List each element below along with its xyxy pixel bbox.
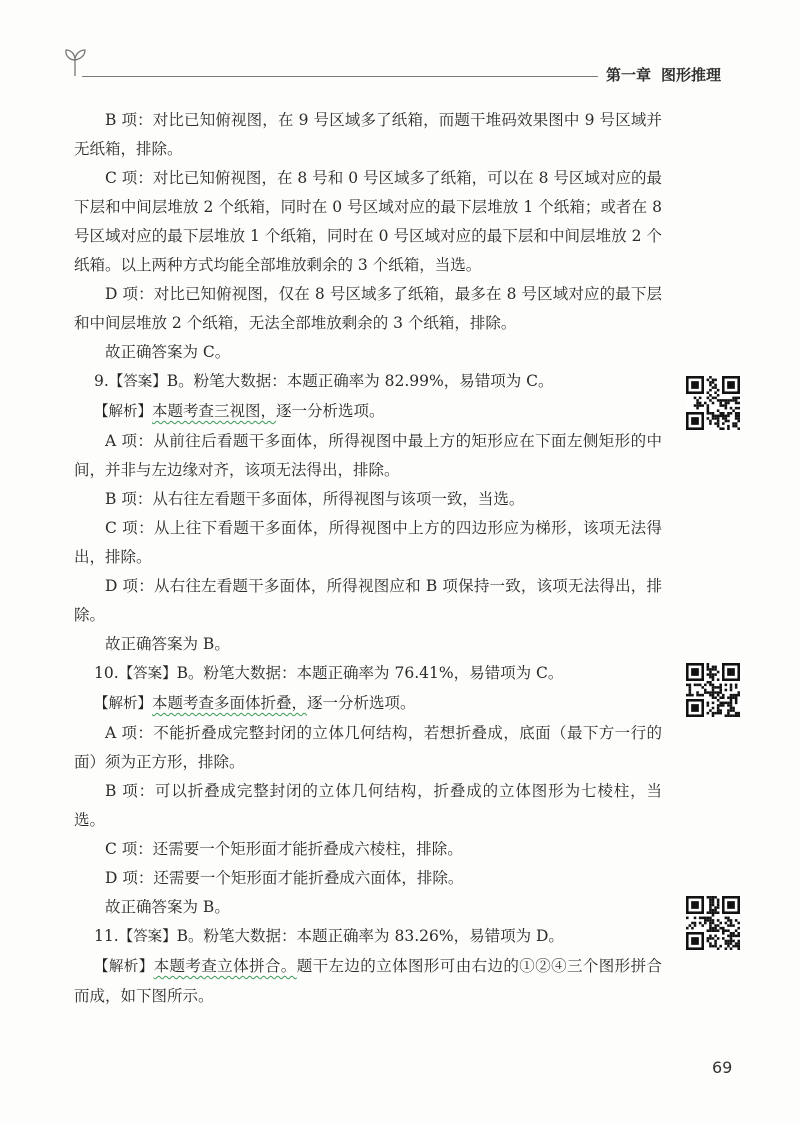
- q10-answer-line: [74, 659, 662, 689]
- q10-analysis-topic: 本题考查多面体折叠，: [152, 694, 308, 712]
- answer-tag: 【答案】: [118, 929, 177, 945]
- q11-analysis-rest: 题干左边的立体图形可由右边的①②④三个图形拼合而成，如下图所示。: [74, 957, 662, 1005]
- q11-analysis-line: [74, 952, 662, 1011]
- answer-tag: 【答案】: [118, 666, 177, 682]
- q9-item: D 项：从右往左看题干多面体，所得视图应和 B 项保持一致，该项无法得出，排除。: [74, 577, 662, 624]
- page-body: [74, 106, 662, 1011]
- q9-analysis-rest: 逐一分析选项。: [276, 402, 385, 420]
- paragraph: C 项：对比已知俯视图，在 8 号和 0 号区域多了纸箱，可以在 8 号区域对应的最下层和中间层堆放 2 个纸箱，同时在 0 号区域对应的最下层堆放 1 个纸箱；或者在 8 号区域对应的最下层堆放 1 个纸箱，同时在 0 号区域对应的最下层和中间层堆放 2 个纸箱。以上两种方式均能全部堆放剩余的 3 个纸箱，当选。: [74, 169, 662, 274]
- analysis-tag: 【解析】: [94, 959, 154, 975]
- chapter-topic: 图形推理: [661, 66, 722, 84]
- q9-number: 9.: [94, 372, 109, 390]
- q9-item: C 项：从上往下看题干多面体，所得视图中上方的四边形应为梯形，该项无法得出，排除。: [74, 519, 662, 566]
- q9-analysis-topic: 本题考查三视图，: [152, 402, 277, 420]
- q11-answer: B。粉笔大数据：本题正确率为 83.26%，易错项为 D。: [176, 927, 564, 945]
- q11-answer-line: [74, 922, 662, 952]
- chapter-heading: [606, 64, 721, 85]
- q10-answer: B。粉笔大数据：本题正确率为 76.41%，易错项为 C。: [176, 664, 564, 682]
- analysis-tag: 【解析】: [94, 696, 152, 712]
- q9-item: A 项：从前往后看题干多面体，所得视图中最上方的矩形应在下面左侧矩形的中间，并非与左边缘对齐，该项无法得出，排除。: [74, 432, 662, 479]
- q9-item: B 项：从右往左看题干多面体，所得视图与该项一致，当选。: [105, 490, 525, 508]
- q10-item: B 项：可以折叠成完整封闭的立体几何结构，折叠成的立体图形为七棱柱，当选。: [74, 782, 662, 829]
- chapter-label: 第一章: [606, 66, 652, 84]
- q10-item: C 项：还需要一个矩形面才能折叠成六棱柱，排除。: [105, 840, 463, 858]
- sprout-icon: [58, 44, 92, 78]
- header-rule: [82, 76, 598, 77]
- qr-code-icon[interactable]: [686, 376, 740, 430]
- qr-code-icon[interactable]: [686, 663, 740, 717]
- q9-analysis-line: [74, 397, 662, 427]
- page-number: 69: [712, 1058, 733, 1077]
- q9-answer-line: [74, 367, 662, 397]
- qr-code-icon[interactable]: [686, 896, 740, 950]
- page-header: [0, 0, 800, 100]
- q10-analysis-rest: 逐一分析选项。: [307, 694, 416, 712]
- q10-item: A 项：不能折叠成完整封闭的立体几何结构，若想折叠成，底面（最下方一行的面）须为正方形，排除。: [74, 724, 662, 771]
- paragraph: D 项：对比已知俯视图，仅在 8 号区域多了纸箱，最多在 8 号区域对应的最下层和中间层堆放 2 个纸箱，无法全部堆放剩余的 3 个纸箱，排除。: [74, 285, 662, 332]
- q10-analysis-line: [74, 689, 662, 719]
- q11-number: 11.: [94, 927, 119, 945]
- q10-conclusion: 故正确答案为 B。: [105, 898, 230, 916]
- q10-number: 10.: [94, 664, 119, 682]
- paragraph: 故正确答案为 C。: [105, 343, 231, 361]
- q10-item: D 项：还需要一个矩形面才能折叠成六面体，排除。: [105, 869, 464, 887]
- q9-conclusion: 故正确答案为 B。: [105, 635, 230, 653]
- paragraph: B 项：对比已知俯视图，在 9 号区域多了纸箱，而题干堆码效果图中 9 号区域并无纸箱，排除。: [74, 111, 662, 158]
- answer-tag: 【答案】: [108, 374, 167, 390]
- q9-answer: B。粉笔大数据：本题正确率为 82.99%，易错项为 C。: [166, 372, 554, 390]
- analysis-tag: 【解析】: [94, 404, 152, 420]
- q11-analysis-topic: 本题考查立体拼合。: [153, 957, 297, 975]
